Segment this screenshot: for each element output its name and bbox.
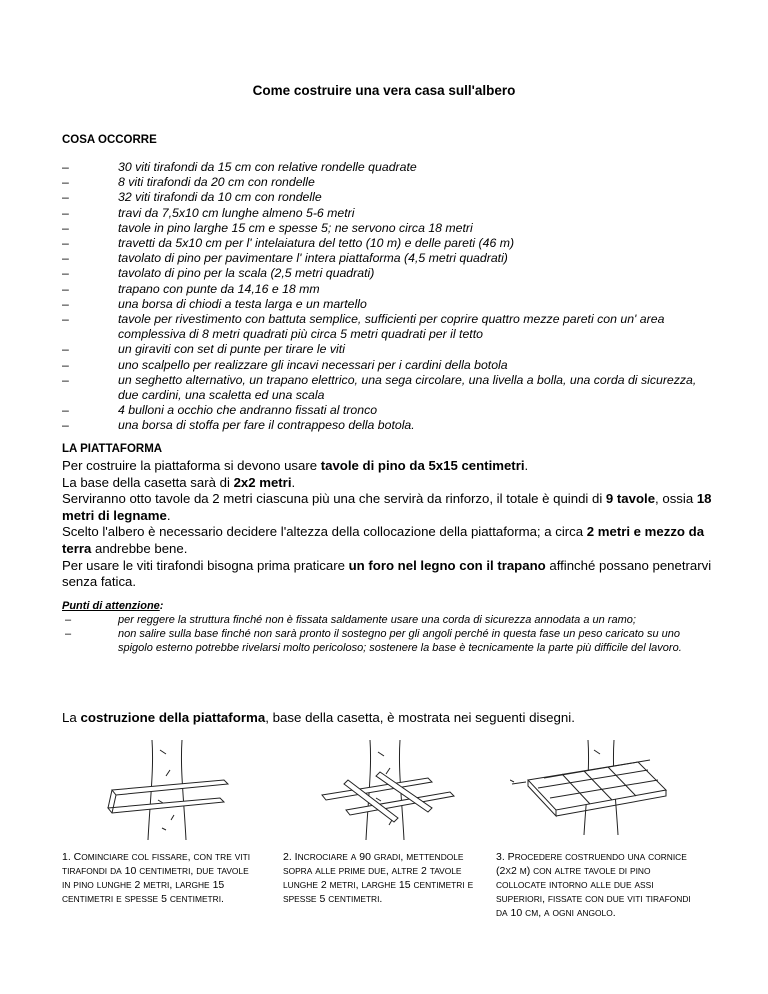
caption-text: ALTRE <box>554 866 582 876</box>
caption-text: TIRAFONDI <box>645 894 691 904</box>
caption-text: DUE <box>606 894 625 904</box>
caption-text: 10 <box>507 907 526 919</box>
caption-text: ASSI <box>634 880 654 890</box>
drawings-intro <box>62 710 575 725</box>
caption-text: COL <box>131 852 149 862</box>
caption-text: GRADI <box>373 852 401 862</box>
caption-text: 5 <box>316 893 329 905</box>
caption-text: 2. I <box>283 851 298 863</box>
drawing-step-2 <box>318 740 458 840</box>
caption-text: . <box>612 907 616 919</box>
caption-text: , <box>190 865 197 877</box>
list-item-text: 4 bulloni a occhio che andranno fissati al tronco <box>118 403 378 418</box>
caption-text: CON <box>533 866 552 876</box>
attention-heading-text: Punti di attenzione <box>62 600 160 612</box>
caption-text: DI <box>618 866 628 876</box>
list-item <box>62 221 702 236</box>
list-item-text: trapano con punte da 14,16 e 18 mm <box>118 281 320 296</box>
dash-marker: – <box>62 357 69 372</box>
caption-text: . <box>379 893 383 905</box>
caption-text: TIRAFONDI <box>62 866 108 876</box>
caption-text: 2 <box>317 879 330 891</box>
text: . <box>291 474 296 490</box>
list-item-text: tavole in pino larghe 15 cm e spesse 5; ne servono circa 18 metri <box>118 220 473 235</box>
dash-marker: – <box>65 614 72 626</box>
text: , base della casetta, è mostrata nei seguenti disegni. <box>265 710 575 725</box>
caption-text: FISSATE <box>547 894 583 904</box>
caption-text: DA <box>496 908 508 918</box>
list-item-text: una borsa di stoffa per fare il contrappeso della botola. <box>118 418 415 433</box>
list-item-text: uno scalpello per realizzare gli incavi necessari per i cardini della botola <box>118 357 508 372</box>
caption-text: CENTIMETRI <box>62 894 114 904</box>
caption-text: DUE <box>196 866 214 876</box>
drawing-step-1 <box>100 740 240 840</box>
caption-text: IN <box>62 880 71 890</box>
text: Per costruire la piattaforma si devono usare <box>62 458 321 473</box>
caption-text: ANGOLO <box>576 908 613 918</box>
list-item <box>62 266 702 281</box>
dash-marker: – <box>62 220 69 235</box>
list-item-text: travetti da 5x10 cm per l' intelaiatura del tetto (10 m) e delle pareti (46 m) <box>118 236 515 251</box>
list-item <box>62 251 702 266</box>
list-item <box>62 312 702 342</box>
list-item <box>62 206 702 221</box>
caption-text: CON <box>585 894 604 904</box>
caption-text: ALTRE <box>391 866 419 876</box>
list-item <box>62 358 702 373</box>
page-title: Come costruire una vera casa sull'albero <box>252 83 516 98</box>
list-item <box>62 342 702 357</box>
caption-text: PINO <box>629 866 651 876</box>
caption-1 <box>62 850 257 906</box>
dash-marker: – <box>65 627 72 640</box>
caption-text: COSTRUENDO <box>565 852 625 862</box>
paragraph <box>62 524 722 557</box>
caption-text: . <box>221 893 224 905</box>
text: affinché possano penetrarvi senza fatica. <box>62 557 712 590</box>
list-item-text: per reggere la struttura finché non è fissata saldamente usare una corda di sicurezza annodata a un ramo; <box>118 614 636 626</box>
list-item-text: tavolato di pino per pavimentare l' intera piattaforma (4,5 metri quadrati) <box>118 251 508 266</box>
caption-text: , <box>385 865 392 877</box>
list-item-text: 32 viti tirafondi da 10 cm con rondelle <box>118 190 322 205</box>
text: , ossia <box>655 491 697 507</box>
list-item-text: tavolato di pino per la scala (2,5 metri quadrati) <box>118 266 375 281</box>
colon: : <box>159 600 164 612</box>
section-heading-piattaforma: LA PIATTAFORMA <box>62 443 163 455</box>
attention-heading <box>62 600 163 612</box>
caption-text: TAVOLE <box>216 866 249 876</box>
caption-text: DUE <box>368 866 386 876</box>
caption-text: 2 <box>418 865 430 877</box>
caption-text: 2 <box>131 879 144 891</box>
caption-text: ALLE <box>590 880 611 890</box>
dash-marker: – <box>62 266 69 281</box>
dash-marker: – <box>62 342 69 357</box>
list-item-text: 30 viti tirafondi da 15 cm con relative rondelle quadrate <box>118 160 417 174</box>
dash-marker: – <box>62 296 69 311</box>
caption-text: 5 <box>158 893 170 905</box>
caption-text: , <box>355 879 362 891</box>
caption-text: METRI <box>329 880 356 890</box>
caption-text: DUE <box>613 880 632 890</box>
list-item-text: travi da 7,5x10 cm lunghe almeno 5-6 metri <box>118 205 355 220</box>
dash-marker: – <box>62 205 69 220</box>
text: La <box>62 710 81 725</box>
caption-text: SOPRA <box>283 866 313 876</box>
list-item <box>62 403 702 418</box>
list-item-text: tavole per rivestimento con battuta semplice, sufficienti per coprire quattro mezze pareti con un' area complessiva di 8 metri quadrati più circa 5 metri quadrati per il tetto <box>118 312 665 342</box>
list-item <box>62 614 702 628</box>
caption-text: LUNGHE <box>96 880 132 890</box>
caption-text: DA <box>110 866 122 876</box>
caption-text: CENTIMETRI <box>139 866 191 876</box>
caption-text: M <box>519 866 527 876</box>
drawing-step-3 <box>510 740 675 840</box>
dash-marker: – <box>62 236 69 251</box>
caption-text: X <box>505 866 511 876</box>
caption-text: ) <box>526 865 534 877</box>
caption-text: TAVOLE <box>429 866 462 876</box>
caption-text: , <box>538 907 545 919</box>
attention-list <box>62 614 702 655</box>
text: andrebbe bene. <box>91 540 188 556</box>
caption-text: METRI <box>143 880 170 890</box>
caption-text: LARGHE <box>175 880 210 890</box>
text: Per usare le viti tirafondi bisogna prima praticare <box>62 557 349 573</box>
list-item-text: 8 viti tirafondi da 20 cm con rondelle <box>118 175 315 190</box>
section-heading-occorre: COSA OCCORRE <box>62 134 157 146</box>
caption-text: TRE <box>215 852 232 862</box>
caption-text: CON <box>193 852 213 862</box>
caption-text: OGNI <box>552 908 574 918</box>
dash-marker: – <box>62 312 69 327</box>
paragraph <box>62 475 722 492</box>
caption-text: CENTIMETRI <box>413 880 465 890</box>
caption-text: 3. P <box>496 851 515 863</box>
list-item-text: un seghetto alternativo, un trapano elettrico, una sega circolare, una livella a bolla, una corda di sicurezza, due cardini, una scaletta ed una scala <box>118 372 697 403</box>
caption-text: ALLE <box>315 866 336 876</box>
list-item <box>62 236 702 251</box>
caption-text: 1. C <box>62 851 82 863</box>
caption-text: UNA <box>627 852 646 862</box>
caption-text: CENTIMETRI <box>169 894 222 904</box>
caption-text: SUPERIORI <box>496 894 543 904</box>
bold-text: 2 metri e mezzo da terra <box>62 524 705 556</box>
caption-text: 10 <box>121 865 140 877</box>
list-item <box>62 282 702 297</box>
dash-marker: – <box>62 403 69 418</box>
bold-text: 2x2 metri <box>233 474 292 490</box>
caption-text: OMINCIARE <box>81 852 129 862</box>
caption-text: LARGHE <box>361 880 396 890</box>
caption-text: A <box>544 908 550 918</box>
caption-text: LUNGHE <box>283 880 318 890</box>
bold-text: un foro nel legno con il trapano <box>348 557 546 573</box>
caption-text: SPESSE <box>124 894 159 904</box>
materials-list <box>62 160 702 434</box>
caption-text: 90 <box>356 851 374 863</box>
dash-marker: – <box>62 372 69 387</box>
list-item-text: una borsa di chiodi a testa larga e un martello <box>118 296 367 311</box>
caption-text: ROCEDERE <box>514 852 563 862</box>
bold-text: 18 metri di legname <box>62 491 712 523</box>
caption-text: CM <box>525 908 539 918</box>
paragraph <box>62 458 722 475</box>
caption-2 <box>283 850 478 906</box>
caption-text: SPESSE <box>283 894 317 904</box>
bold-text: tavole di pino da 5x15 centimetri <box>320 458 525 473</box>
list-item-text: non salire sulla base finché non sarà pronto il sostegno per gli angoli perché in questa fase un peso caricato su uno spigolo esterno potrebbe rivelarsi molto pericoloso; sostenere la base è tecnicamente la parte più difficile del lavoro. <box>118 627 682 654</box>
caption-text: E <box>116 894 122 904</box>
dash-marker: – <box>62 251 69 266</box>
caption-text: A <box>350 852 357 862</box>
text: . <box>166 507 171 523</box>
paragraph <box>62 558 722 591</box>
bold-text: 9 tavole <box>605 491 656 507</box>
caption-text: E <box>467 880 474 890</box>
caption-text: 15 <box>209 879 225 891</box>
caption-text: VITI <box>627 894 643 904</box>
dash-marker: – <box>62 281 69 296</box>
text: Serviranno otto tavole da 2 metri ciascuna più una che servirà da rinforzo, il totale è quindi di <box>62 491 606 507</box>
list-item-text: un giraviti con set di punte per tirare le viti <box>118 342 345 357</box>
caption-text: , <box>169 879 176 891</box>
bold-text: costruzione della piattaforma <box>80 710 266 725</box>
caption-text: 15 <box>395 879 414 891</box>
caption-text: 2 <box>510 865 520 877</box>
caption-text: , <box>187 851 194 863</box>
dash-marker: – <box>62 175 69 190</box>
caption-text: FISSARE <box>151 852 188 862</box>
list-item <box>62 373 702 403</box>
caption-text: COLLOCATE <box>496 880 547 890</box>
list-item <box>62 628 702 656</box>
caption-text: (2 <box>496 865 506 877</box>
list-item <box>62 297 702 312</box>
list-item <box>62 190 702 205</box>
dash-marker: – <box>62 160 69 174</box>
list-item <box>62 175 702 190</box>
caption-text: , <box>400 851 407 863</box>
caption-3 <box>496 850 691 920</box>
dash-marker: – <box>62 190 69 205</box>
paragraph <box>62 491 722 524</box>
caption-text: INTORNO <box>549 880 588 890</box>
text: Scelto l'albero è necessario decidere l'altezza della collocazione della piattaforma; a circa <box>62 524 587 540</box>
list-item <box>62 160 702 175</box>
caption-text: CORNICE <box>648 852 687 862</box>
caption-text: PINO <box>73 880 94 890</box>
list-item <box>62 418 702 433</box>
caption-text: CENTIMETRI <box>328 894 380 904</box>
caption-text: PRIME <box>338 866 366 876</box>
dash-marker: – <box>62 418 69 433</box>
text: . <box>524 458 529 473</box>
caption-text: METTENDOLE <box>406 852 464 862</box>
caption-text: VITI <box>234 852 251 862</box>
caption-text: NCROCIARE <box>297 852 348 862</box>
text: La base della casetta sarà di <box>62 474 234 490</box>
piattaforma-text <box>62 458 722 591</box>
caption-text: TAVOLE <box>583 866 616 876</box>
caption-text: , <box>542 893 548 905</box>
